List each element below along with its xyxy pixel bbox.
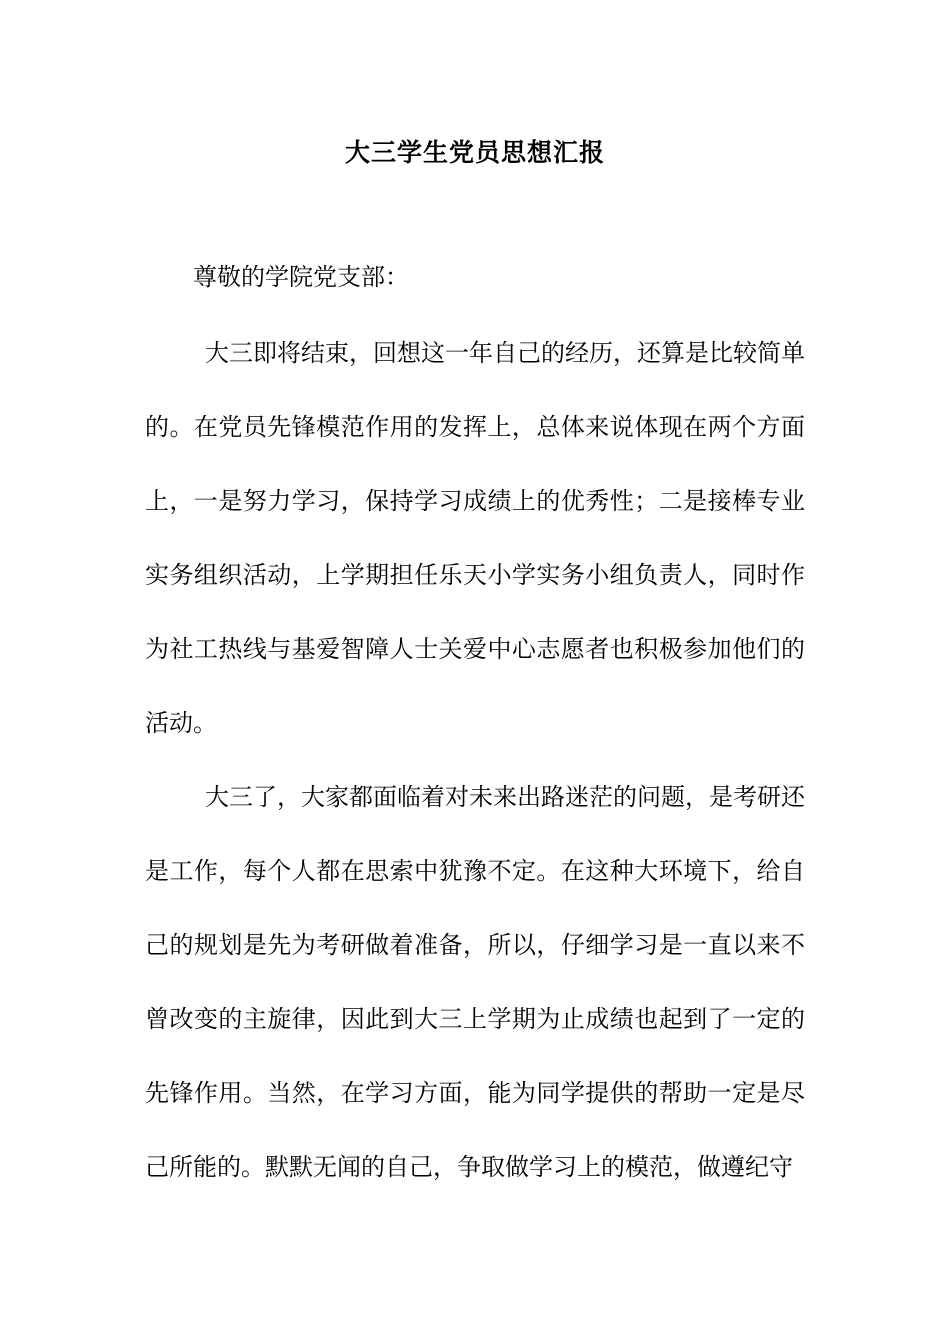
salutation: 尊敬的学院党支部： [193,263,409,291]
document-title: 大三学生党员思想汇报 [344,138,605,167]
paragraph-1: 大三即将结束，回想这一年自己的经历，还算是比较简单的。在党员先锋模范作用的发挥上，总体来说体现在两个方面上，一是努力学习，保持学习成绩上的优秀性；二是接棒专业实务组织活动，上学期担任乐天小学实务小组负责人，同时作为社工热线与基爱智障人士关爱中心志愿者也积极参加他们的活动。 [145,339,805,737]
paragraph-1-container [145,316,805,760]
paragraph-2: 大三了，大家都面临着对未来出路迷茫的问题，是考研还是工作，每个人都在思索中犹豫不定。在这种大环境下，给自己的规划是先为考研做着准备，所以，仔细学习是一直以来不曾改变的主旋律，因此到大三上学期为止成绩也起到了一定的先锋作用。当然，在学习方面，能为同学提供的帮助一定是尽己所能的。默默无闻的自己，争取做学习上的模范，做遵纪守 [145,783,805,1181]
paragraph-2-container [145,760,805,1204]
